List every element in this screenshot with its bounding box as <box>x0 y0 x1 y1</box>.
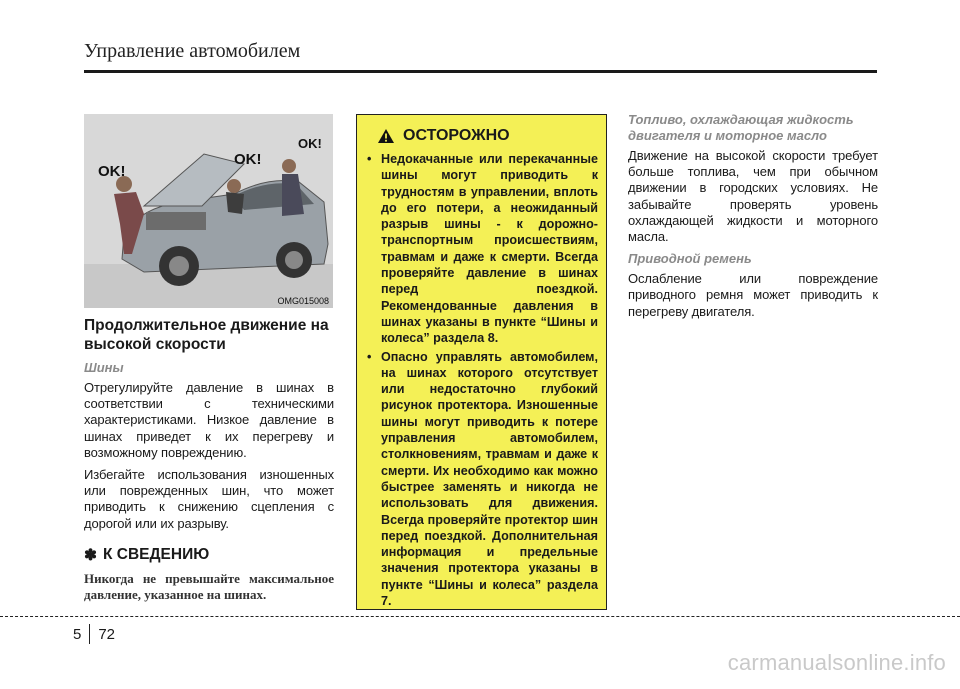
subheading-belt: Приводной ремень <box>628 251 752 267</box>
subheading-fluids: Топливо, охлаждающая жидкость двигателя и моторное масло <box>628 112 854 143</box>
left-column <box>84 316 334 603</box>
paragraph: Избегайте использования изношенных или поврежденных шин, что может приводить к снижению сцепления с дорогой или их разрыву. <box>84 467 334 531</box>
page-number-value: 72 <box>98 625 116 643</box>
chapter-number: 5 <box>73 625 82 643</box>
warning-triangle-icon <box>377 128 395 144</box>
paragraph: Отрегулируйте давление в шинах в соответствии с техническими характеристиками. Низкое давление в шинах приведет к их перегреву и возможному повреждению. <box>84 380 334 460</box>
notice-heading <box>84 546 334 565</box>
warning-list <box>367 151 598 609</box>
paragraph: Движение на высокой скорости требует больше топлива, чем при обычном движении в городских условиях. Не забывайте проверять уровень охлаждающей жидкости и моторного масла. <box>628 148 878 245</box>
notice-star-icon: ✽ <box>84 546 97 564</box>
warning-item <box>367 349 598 610</box>
warning-title: ОСТОРОЖНО <box>403 127 510 144</box>
notice-text: Никогда не превышайте максимальное давление, указанное на шинах. <box>84 570 334 602</box>
ok-label: OK! <box>234 151 262 168</box>
ok-label: OK! <box>298 136 322 151</box>
running-header: Управление автомобилем <box>84 40 301 62</box>
warning-text: Недокачанные или перекачанные шины могут приводить к трудностям в управлении, вплоть до его потери, а неожиданный разрыв шины - к дорожно-транспортным происшествиям, травмам и даже к смерти. Всегда проверяйте давление в шинах перед поездкой. Рекомендованные давления в шинах указаны в пункте “Шины и колеса” раздела 8. <box>381 152 598 346</box>
paragraph: Ослабление или повреждение приводного ремня может приводить к перегреву двигателя. <box>628 271 878 319</box>
page-number <box>73 624 115 644</box>
car-maintenance-image <box>84 114 333 308</box>
warning-box <box>356 114 607 610</box>
section-heading: Продолжительное движение на высокой скорости <box>84 317 329 353</box>
watermark: carmanualsonline.info <box>727 650 946 675</box>
notice-title: К СВЕДЕНИЮ <box>103 546 210 564</box>
warning-text: Опасно управлять автомобилем, на шинах которого отсутствует или недостаточно глубокий рисунок протектора. Изношенные шины могут приводить к потере управления автомобилем, столкновениям, травмам и даже к смерти. Их необходимо как можно быстрее заменять и никогда не использовать для движения. Всегда проверяйте протектор шин перед поездкой. Дополнительная информация и предельные значения протектора указаны в пункте “Шины и колеса” раздела 7. <box>381 349 598 609</box>
footer-rule <box>0 616 960 617</box>
warning-item <box>367 151 598 347</box>
number-divider <box>89 624 90 644</box>
warning-header <box>377 127 598 145</box>
figure-code: OMG015008 <box>277 296 329 306</box>
right-column <box>628 112 878 326</box>
header-rule <box>84 70 877 73</box>
ok-label: OK! <box>98 163 126 180</box>
bullet: • <box>367 349 372 364</box>
subheading-tires: Шины <box>84 360 124 375</box>
car-illustration <box>84 114 333 308</box>
bullet: • <box>367 152 372 166</box>
